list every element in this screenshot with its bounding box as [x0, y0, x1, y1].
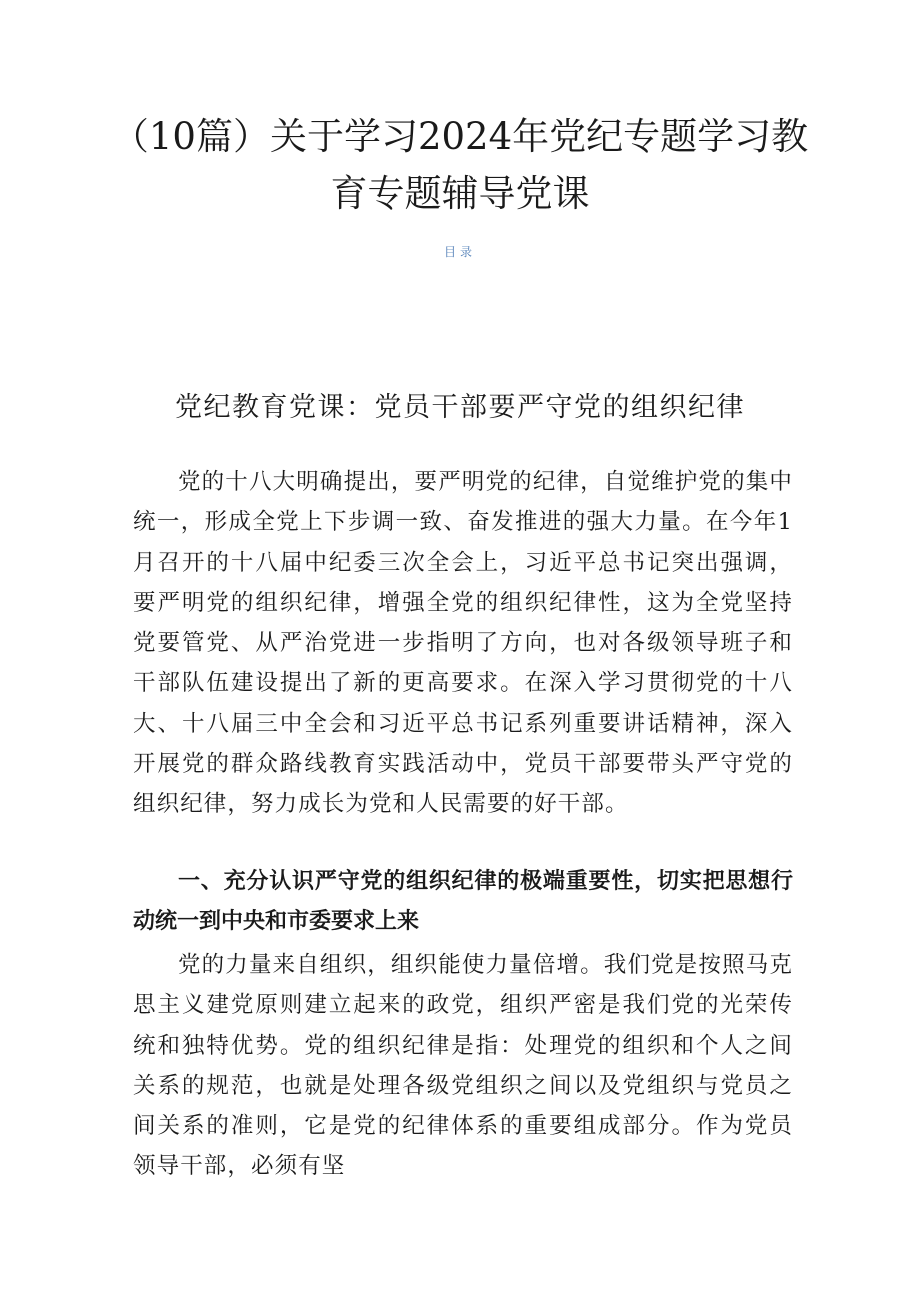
section-title: 党纪教育党课：党员干部要严守党的组织纪律 — [175, 392, 745, 423]
body-paragraph: 党的力量来自组织，组织能使力量倍增。我们党是按照马克思主义建党原则建立起来的政党，组织严密是我们党的光荣传统和独特优势。党的组织纪律是指：处理党的组织和个人之间关系的规范，也就是处理各级党组织之间以及党组织与党员之间关系的准则，它是党的纪律体系的重要组成部分。作为党员领导干部，必须有坚 — [133, 952, 793, 1180]
toc-link[interactable]: 目录 — [443, 245, 476, 259]
document-title: （10篇）关于学习2024年党纪专题学习教育专题辅导党课 — [111, 115, 809, 215]
section-heading: 一、充分认识严守党的组织纪律的极端重要性，切实把思想行动统一到中央和市委要求上来 — [133, 869, 793, 934]
body-paragraph: 党的十八大明确提出，要严明党的纪律，自觉维护党的集中统一，形成全党上下步调一致、奋发推进的强大力量。在今年1月召开的十八届中纪委三次全会上，习近平总书记突出强调，要严明党的组织纪律，增强全党的组织纪律性，这为全党坚持党要管党、从严治党进一步指明了方向，也对各级领导班子和干部队伍建设提出了新的更高要求。在深入学习贯彻党的十八大、十八届三中全会和习近平总书记系列重要讲话精神，深入开展党的群众路线教育实践活动中，党员干部要带头严守党的组织纪律，努力成长为党和人民需要的好干部。 — [133, 469, 793, 818]
